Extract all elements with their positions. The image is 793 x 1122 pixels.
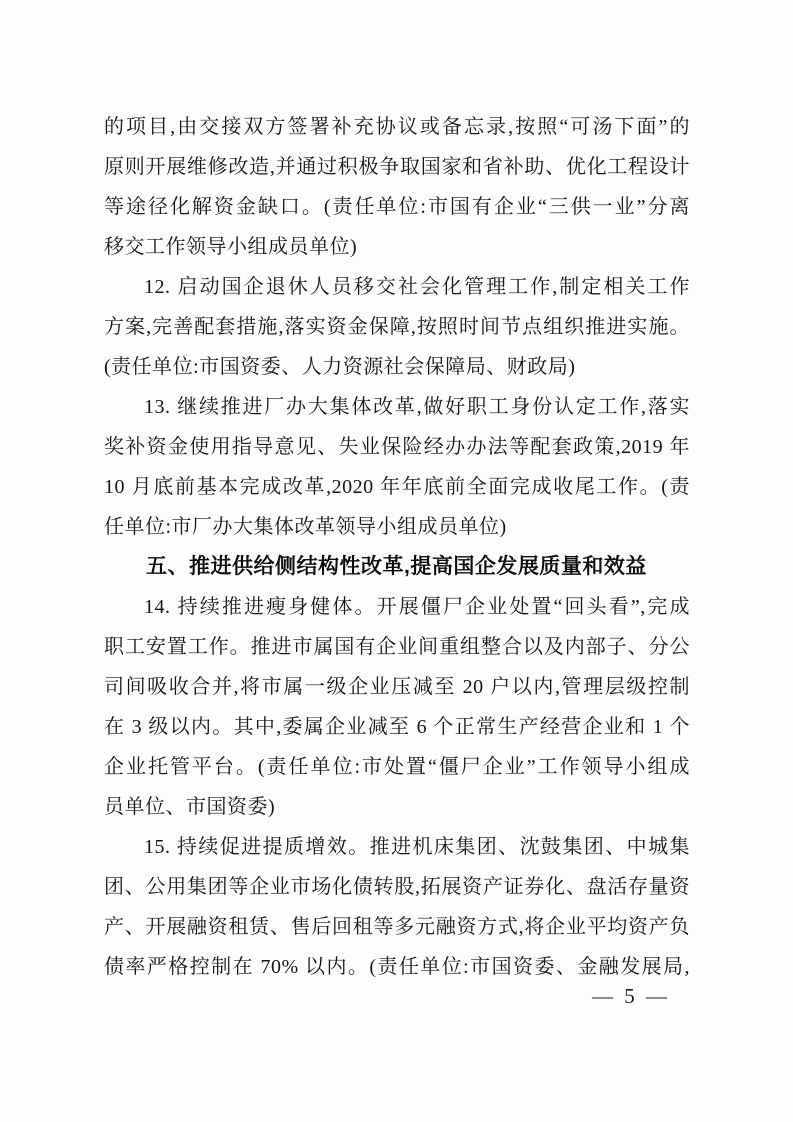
text-line: (责任单位:市国资委、人力资源社会保障局、财政局) [104,356,576,378]
text-line: 企业托管平台。(责任单位:市处置“僵尸企业”工作领导小组成 [104,756,690,778]
text-line: 债率严格控制在 70% 以内。(责任单位:市国资委、金融发展局, [104,956,690,978]
text-line: 等途径化解资金缺口。(责任单位:市国有企业“三供一业”分离 [104,196,690,218]
document-body [104,107,690,987]
paragraph-item-12 [104,267,690,387]
text-line: 司间吸收合并,将市属一级企业压减至 20 户以内,管理层级控制 [104,676,690,698]
text-line: 产、开展融资租赁、售后回租等多元融资方式,将企业平均资产负 [104,916,690,938]
paragraph-item-13 [104,387,690,547]
text-line: 13. 继续推进厂办大集体改革,做好职工身份认定工作,落实 [144,396,690,418]
text-line: 14. 持续推进瘦身健体。开展僵尸企业处置“回头看”,完成 [144,596,690,618]
text-line: 方案,完善配套措施,落实资金保障,按照时间节点组织推进实施。 [104,316,690,338]
text-line: 10 月底前基本完成改革,2020 年年底前全面完成收尾工作。(责 [104,476,690,498]
text-line: 移交工作领导小组成员单位) [104,236,358,258]
text-line: 任单位:市厂办大集体改革领导小组成员单位) [104,516,507,538]
heading-line: 五、推进供给侧结构性改革,提高国企发展质量和效益 [146,555,647,578]
section-heading-5 [104,547,690,587]
text-line: 15. 持续促进提质增效。推进机床集团、沈鼓集团、中城集 [144,836,690,858]
paragraph-item-15 [104,827,690,987]
text-line: 12. 启动国企退休人员移交社会化管理工作,制定相关工作 [144,276,690,298]
text-line: 奖补资金使用指导意见、失业保险经办办法等配套政策,2019 年 [104,436,690,458]
page-number: — 5 — [592,984,670,1008]
paragraph-continuation [104,107,690,267]
text-line: 的项目,由交接双方签署补充协议或备忘录,按照“可汤下面”的 [104,116,690,138]
text-line: 团、公用集团等企业市场化债转股,拓展资产证券化、盘活存量资 [104,876,690,898]
paragraph-item-14 [104,587,690,827]
text-line: 职工安置工作。推进市属国有企业间重组整合以及内部子、分公 [104,636,690,658]
text-line: 员单位、市国资委) [104,796,276,818]
text-line: 原则开展维修改造,并通过积极争取国家和省补助、优化工程设计 [104,156,690,178]
text-line: 在 3 级以内。其中,委属企业减至 6 个正常生产经营企业和 1 个 [104,716,690,738]
